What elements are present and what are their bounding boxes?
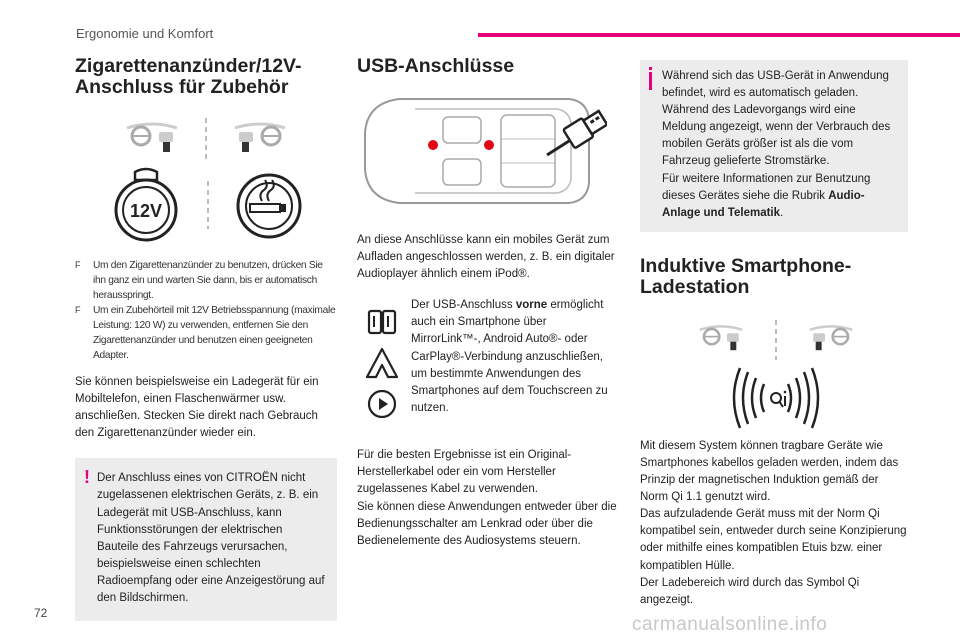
- left-hand-drive-icon: [123, 120, 181, 160]
- divider-dashed-icon: [204, 118, 208, 162]
- qi-symbol-wrap: [640, 366, 908, 430]
- divider-dashed-icon-3: [774, 320, 778, 360]
- page-number: 72: [34, 606, 48, 620]
- carplay-icon: [365, 387, 399, 421]
- cigarette-lighter-icon: [236, 168, 302, 242]
- wireless-charging-qi-icon: [726, 366, 826, 430]
- bullet-list: [75, 258, 337, 363]
- usb-front-text: Der USB-Anschluss vorne ermöglicht auch ein Smartphone über MirrorLink™-, Android Auto®- oder CarPlay®-Verbindung anzuschließen, um bestimmte Anwendungen des Smartphones auf dem Touchscreen zu nutzen.: [411, 299, 608, 414]
- car-usb-location-icon: [357, 89, 607, 213]
- left-hand-drive-icon: [692, 323, 750, 357]
- socket-icons-row: [75, 166, 337, 244]
- lighter-paragraph: Sie können beispielsweise ein Ladegerät für ein Mobiltelefon, einen Flaschenwärmer usw. anschließen. Stecken Sie direkt nach Gebrauch den Zigarettenanzünder wieder ein.: [75, 376, 319, 440]
- lhd-rhd-indicator-row-2: [640, 320, 908, 360]
- bullet-item: F Um ein Zubehörteil mit 12V Betriebsspannung (maximale Leistung: 120 W) zu verwenden, entfernen Sie den Zigarettenanzünder und benutzen einen geeigneten Adapter.: [75, 305, 336, 361]
- 12v-label: 12V: [129, 201, 163, 221]
- app-icons-column: [357, 297, 407, 421]
- info-icon: [649, 72, 652, 90]
- wireless-text-block: Mit diesem System können tragbare Geräte wie Smartphones kabellos geladen werden, indem das Prinzip der magnetischen Induktion gemäß der Norm Qi 1.1 genutzt wird. Das aufzuladende Gerät muss mit der Norm Qi kompatibel sein, entweder durch seine Konzipierung oder mithilfe eines kompatiblen Etuis bzw. einer kompatiblen Hülle. Der Ladebereich wird durch das Symbol Qi angezeigt.: [640, 439, 907, 606]
- usb-intro: An diese Anschlüsse kann ein mobiles Gerät zum Aufladen angeschlossen werden, z. B. ein digitaler Audioplayer ähnlich einem iPod®.: [357, 234, 615, 281]
- 12v-socket-icon: [113, 166, 179, 244]
- usb-controls-paragraph: Sie können diese Anwendungen entweder über die Bedienungsschalter am Lenkrad oder über die Bedienelemente des Audiosystems steuern.: [357, 500, 617, 547]
- header-section-title: Ergonomie und Komfort: [76, 26, 214, 41]
- right-hand-drive-icon: [802, 323, 860, 357]
- column-wireless-charging: [640, 60, 908, 609]
- warning-box: [75, 458, 337, 621]
- section-title-lighter: Zigarettenanzünder/12V- Anschluss für Zubehör: [75, 55, 302, 98]
- section-title-usb: USB-Anschlüsse: [357, 55, 515, 77]
- lhd-rhd-indicator-row: [75, 118, 337, 162]
- header-accent-bar: [478, 33, 960, 37]
- watermark: carmanualsonline.info: [632, 614, 828, 635]
- android-auto-icon: [364, 347, 400, 381]
- divider-dashed-icon-2: [206, 181, 210, 229]
- column-usb: [357, 56, 619, 550]
- warning-icon: !: [84, 467, 90, 488]
- smartphone-apps-block: [357, 297, 619, 421]
- column-cigarette-lighter: [75, 56, 337, 621]
- mirrorlink-icon: [365, 307, 399, 341]
- right-hand-drive-icon: [231, 120, 289, 160]
- info-box: Während sich das USB-Gerät in Anwendung befindet, wird es automatisch geladen. Während des Ladevorgangs wird eine Meldung angezeigt, wenn der Verbrauch des mobilen Geräts größer ist als die vom Fahrzeug gelieferte Stromstärke. Für weitere Informationen zur Benutzung dieses Gerätes siehe die Rubrik Audio-Anlage und Telematik.: [640, 60, 908, 232]
- bullet-item: F Um den Zigarettenanzünder zu benutzen, drücken Sie ihn ganz ein und warten Sie dann, bis er automatisch herausspringt.: [75, 260, 323, 301]
- section-title-wireless: Induktive Smartphone- Ladestation: [640, 254, 852, 298]
- usb-cable-paragraph: Für die besten Ergebnisse ist ein Original-Herstellerkabel oder ein vom Hersteller zugelassenes Kabel zu verwenden.: [357, 449, 572, 496]
- warning-text: Der Anschluss eines von CITROËN nicht zugelassenen elektrischen Geräts, z. B. ein Ladegerät mit USB-Anschluss, kann Funktionsstörungen der elektrischen Bauteile des Fahrzeugs verursachen, beispielsweise einen schlechten Radioempfang oder eine Anzeigestörung auf den Bildschirmen.: [97, 472, 325, 605]
